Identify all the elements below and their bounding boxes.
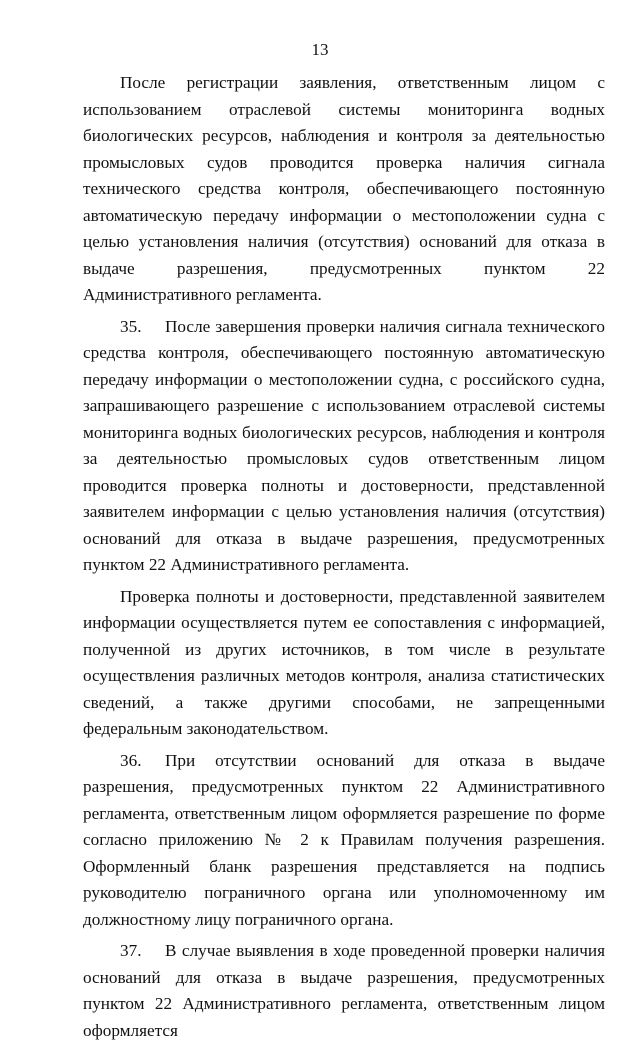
paragraph-text: При отсутствии оснований для отказа в выдаче разрешения, предусмотренных пунктом 22 Административного регламента, ответственным лицом оформляется разрешение по форме согласно приложению № 2 к Правилам получения разрешения. Оформленный бланк разрешения представляется на подпись руководителю пограничного органа или уполномоченному им должностному лицу пограничного органа. xyxy=(83,750,605,929)
paragraph-text: После регистрации заявления, ответственным лицом с использованием отраслевой системы мониторинга водных биологических ресурсов, наблюдения и контроля за деятельностью промысловых судов проводится проверка наличия сигнала технического средства контроля, обеспечивающего постоянную автоматическую передачу информации о местоположении судна с целью установления наличия (отсутствия) оснований для отказа в выдаче разрешения, предусмотренных пунктом 22 Административного регламента. xyxy=(83,73,605,304)
paragraph-text: В случае выявления в ходе проведенной проверки наличия оснований для отказа в выдаче разрешения, предусмотренных пунктом 22 Административного регламента, ответственным лицом оформляется xyxy=(83,941,605,1040)
paragraph-37 xyxy=(83,938,605,1044)
page-number: 13 xyxy=(311,40,329,59)
paragraph-36 xyxy=(83,748,605,934)
paragraph-number: 37. xyxy=(120,941,142,960)
paragraph-35 xyxy=(83,314,605,579)
paragraph-text: После завершения проверки наличия сигнала технического средства контроля, обеспечивающего постоянную автоматическую передачу информации о местоположении судна, с российского судна, запрашивающего разрешение с использованием отраслевой системы мониторинга водных биологических ресурсов, наблюдения и контроля за деятельностью промысловых судов ответственным лицом проводится проверка полноты и достоверности, представленной заявителем информации с целью установления наличия (отсутствия) оснований для отказа в выдаче разрешения, предусмотренных пунктом 22 Административного регламента. xyxy=(83,316,605,574)
document-body xyxy=(83,70,605,1044)
paragraph-number: 35. xyxy=(120,316,142,336)
paragraph-text: Проверка полноты и достоверности, представленной заявителем информации осуществляется путем ее сопоставления с информацией, полученной из других источников, в том числе в результате осуществления различных методов контроля, анализа статистических сведений, а также другими способами, не запрещенными федеральным законодательством. xyxy=(83,586,605,738)
paragraph-verification xyxy=(83,584,605,743)
paragraph-registration-check xyxy=(83,70,605,309)
paragraph-number: 36. xyxy=(120,750,142,770)
